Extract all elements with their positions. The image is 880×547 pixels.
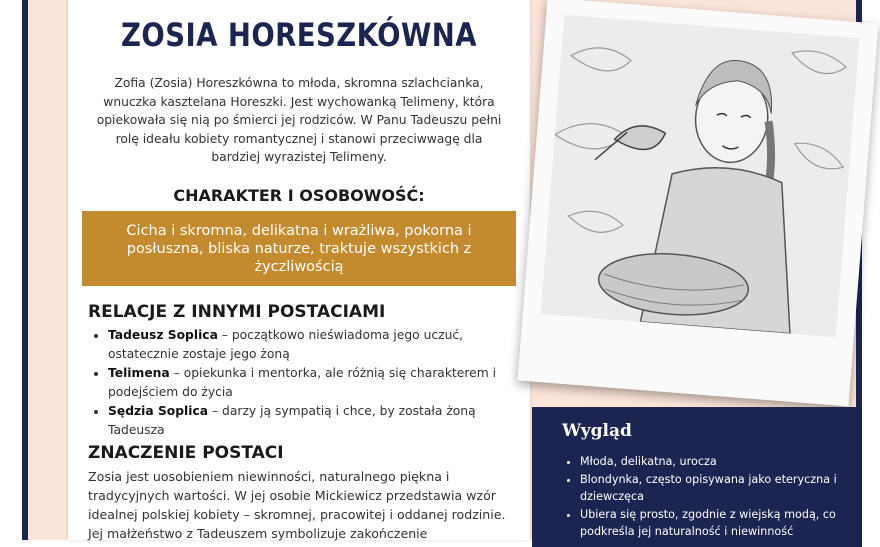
portrait-illustration [541,15,860,337]
relations-list [88,326,528,441]
list-item: • Sędzia Soplica – darzy ją sympatią i chce, by została żoną Tadeusza [108,402,528,439]
appearance-heading: Wygląd [562,421,632,441]
significance-heading: ZNACZENIE POSTACI [88,443,284,463]
list-item: • Ubiera się prosto, zgodnie z wiejską modą, co podkreśla jej naturalność i niewinność [580,506,870,541]
appearance-box [532,407,862,547]
list-item: • Telimena – opiekunka i mentorka, ale różnią się charakterem i podejściem do życia [108,364,528,401]
list-item: • Tadeusz Soplica – początkowo nieświadoma jego uczuć, ostatecznie zostaje jego żoną [108,326,528,363]
page-title: ZOSIA HORESZKÓWNA [121,16,477,54]
left-edge [0,0,23,540]
zosia-sketch-icon [541,15,860,337]
left-navy-rule [22,0,28,540]
list-item: • Młoda, delikatna, urocza [580,453,870,471]
character-heading: CHARAKTER I OSOBOWOŚĆ: [173,186,425,205]
appearance-list [564,453,870,541]
intro-paragraph: Zofia (Zosia) Horeszkówna to młoda, skromna szlachcianka, wnuczka kasztelana Horeszki. Jest wychowanką Telimeny, która opiekowała się nią po śmierci jej rodziców. W Panu Tadeuszu pełni rolę ideału kobiety romantycznej i stanowi przeciwwagę dla bardziej wyrazistej Telimeny. [96,76,502,164]
list-item: • Blondynka, często opisywana jako eteryczna i dziewczęca [580,471,870,506]
character-text: Cicha i skromna, delikatna i wrażliwa, pokorna i posłuszna, bliska naturze, traktuje wszystkich z życzliwością [126,222,472,275]
significance-text: Zosia jest uosobieniem niewinności, naturalnego piękna i tradycyjnych wartości. W jej osobie Mickiewicz przedstawia wzór idealnej polskiej kobiety – skromnej, pracowitej i oddanej rodzinie. Jej małżeństwo z Tadeuszem symbolizuje zakończenie [88,469,506,541]
relations-heading: RELACJE Z INNYMI POSTACIAMI [88,302,386,322]
text-card [68,0,530,540]
polaroid-photo [517,0,878,406]
character-box [82,211,516,286]
